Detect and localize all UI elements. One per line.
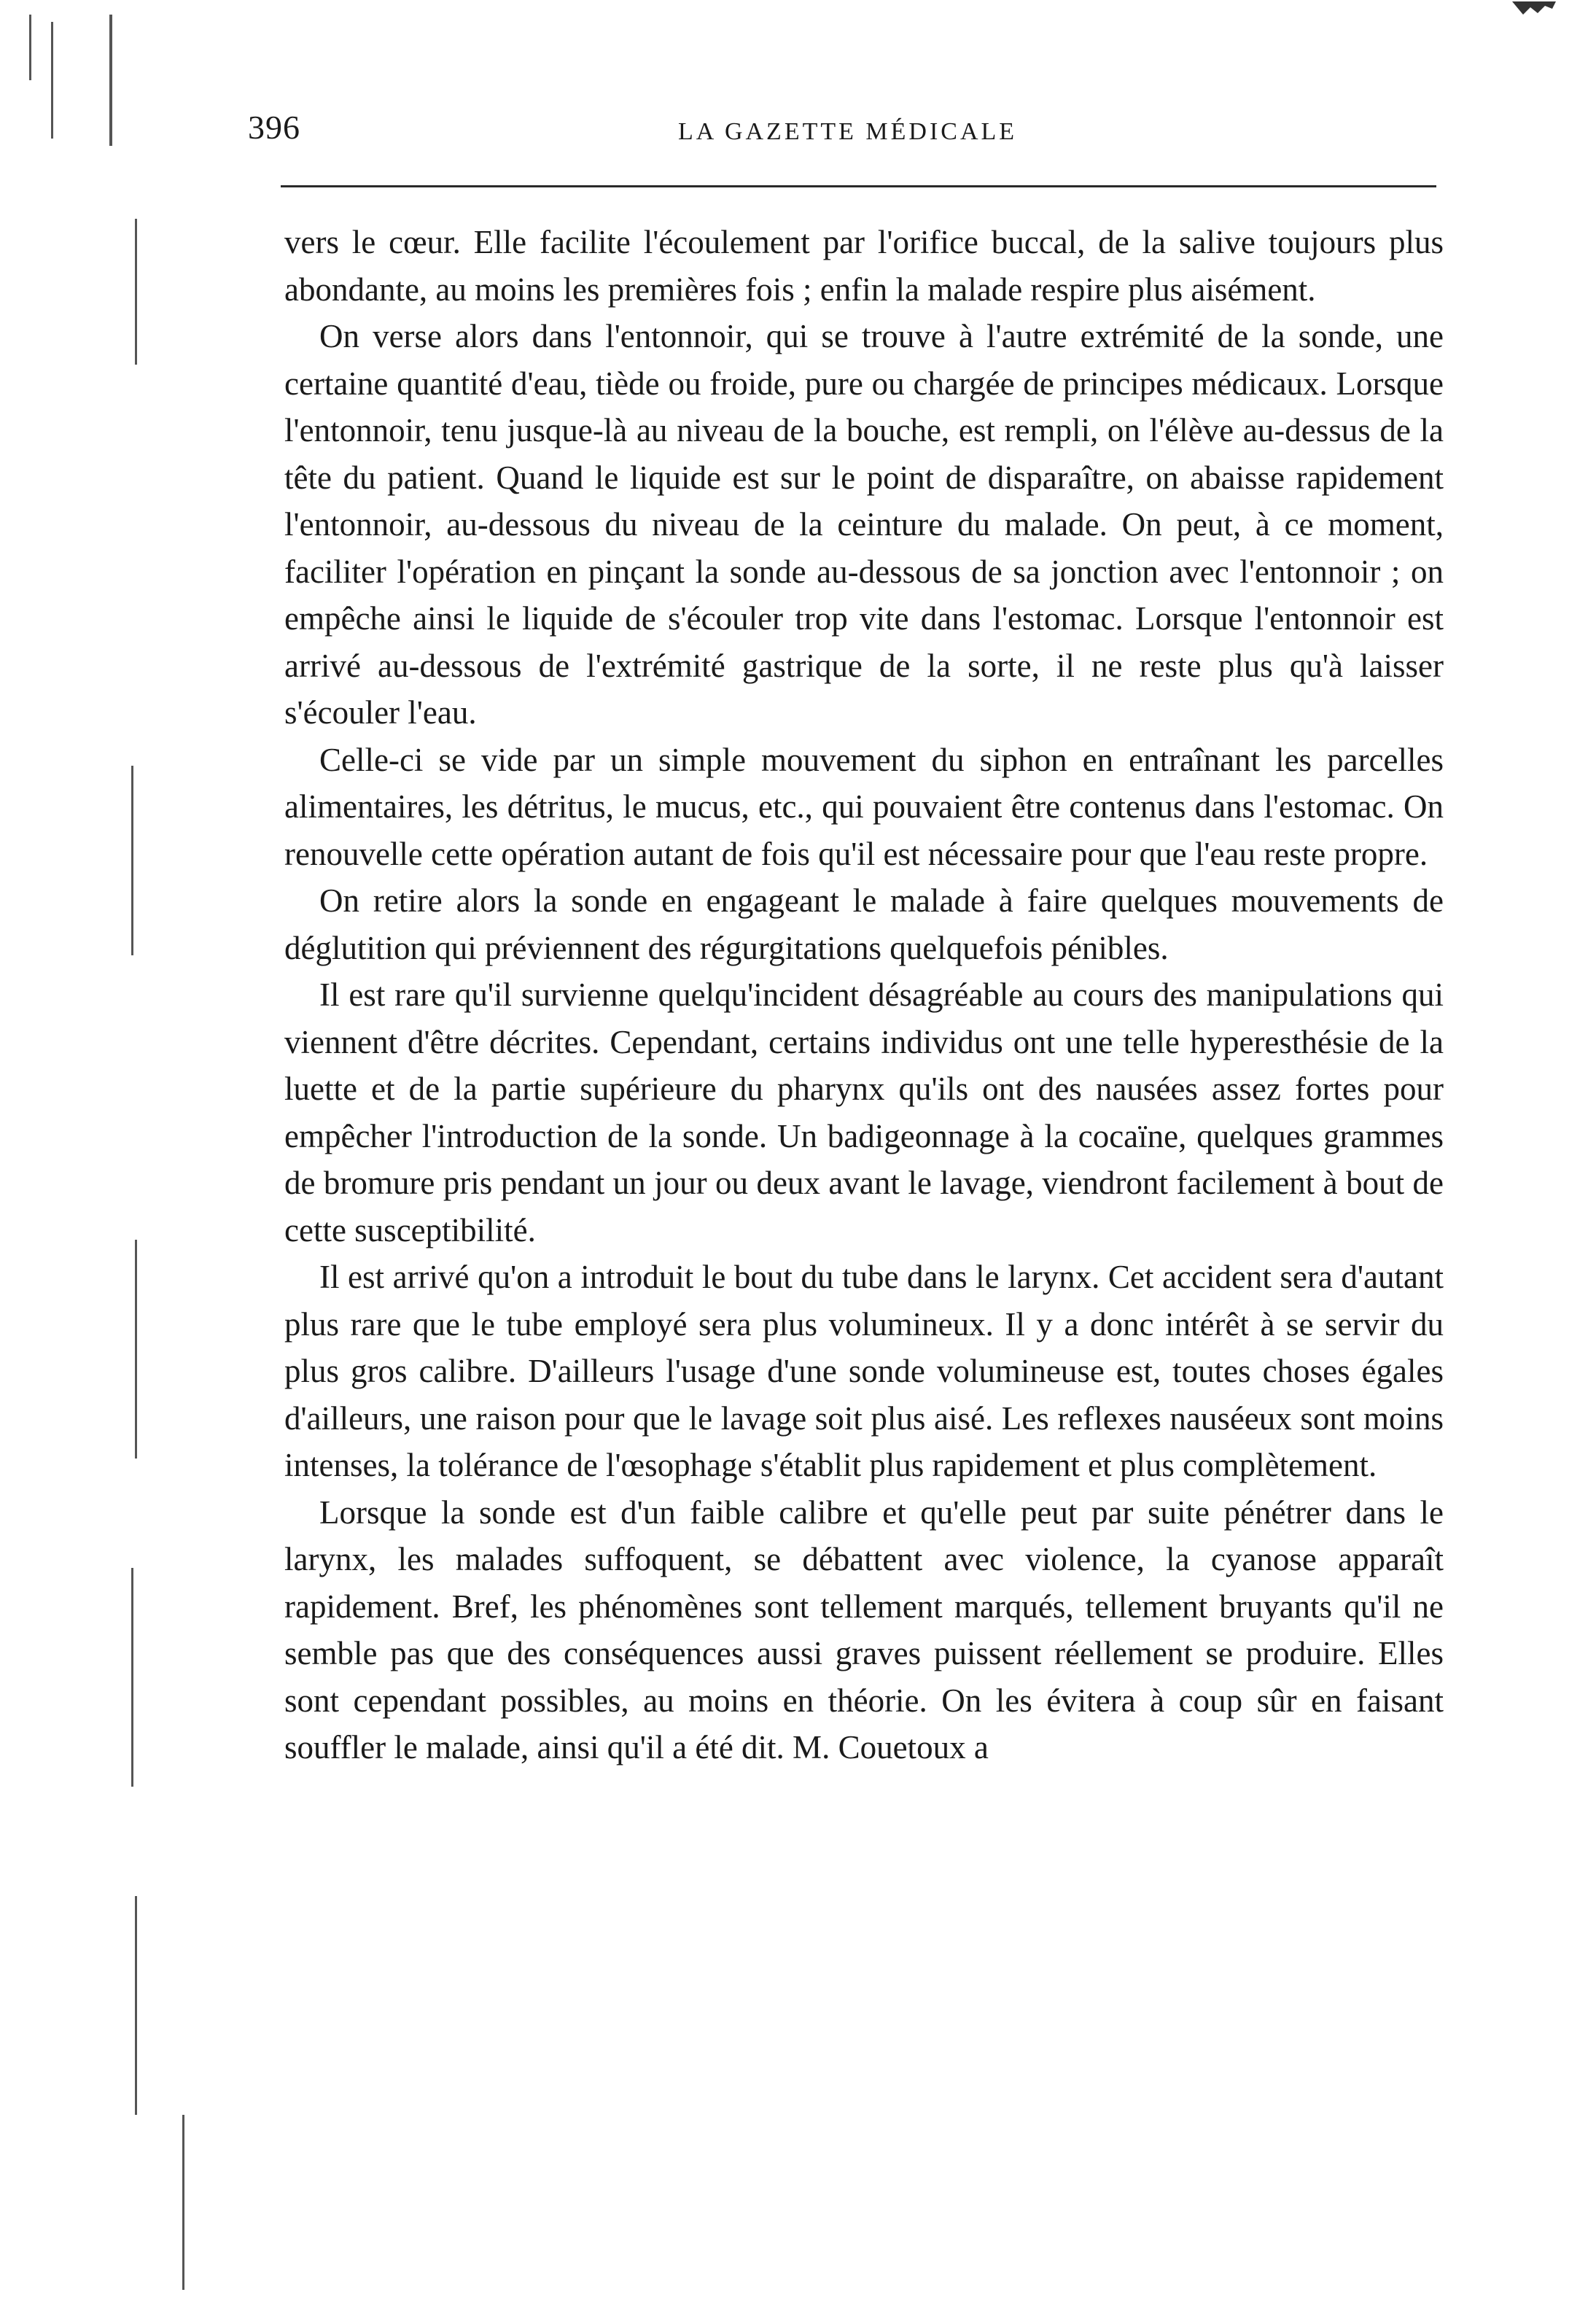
margin-mark (29, 15, 31, 80)
margin-mark (51, 22, 53, 139)
corner-stain (1509, 0, 1560, 22)
paragraph: Il est rare qu'il survienne quelqu'incident désagréable au cours des manipulations qui viennent d'être décrites. Cependant, certains individus ont une telle hyperesthésie de la luette et de la partie supérieure du pharynx qu'ils ont des nausées assez fortes pour empêcher l'introduction de la sonde. Un badigeonnage à la cocaïne, quelques grammes de bromure pris pendant un jour ou deux avant le lavage, viendront facilement à bout de cette susceptibilité. (284, 976, 1444, 1248)
margin-mark (135, 1896, 137, 2115)
header-rule (281, 185, 1436, 187)
paragraph: vers le cœur. Elle facilite l'écoulement par l'orifice buccal, de la salive toujours plus abondante, au moins les premières fois ; enfin la malade respire plus aisément. (284, 224, 1444, 308)
margin-mark (135, 1240, 137, 1459)
margin-mark (135, 219, 137, 365)
margin-mark (131, 1568, 133, 1787)
paragraph: Lorsque la sonde est d'un faible calibre et qu'elle peut par suite pénétrer dans le larynx, les malades suffoquent, se débattent avec violence, la cyanose apparaît rapidement. Bref, les phénomènes sont tellement marqués, tellement bruyants qu'il ne semble pas que des conséquences aussi graves puissent réellement se produire. Elles sont cependant possibles, au moins en théorie. On les évitera à coup sûr en faisant souffler le malade, ainsi qu'il a été dit. M. Couetoux a (284, 1494, 1444, 1766)
body-text (284, 219, 1444, 1771)
running-title: LA GAZETTE MÉDICALE (678, 118, 1018, 145)
paragraph: Celle-ci se vide par un simple mouvement du siphon en entraînant les parcelles alimentaires, les détritus, le mucus, etc., qui pouvaient être contenus dans l'estomac. On renouvelle cette opération autant de fois qu'il est nécessaire pour que l'eau reste propre. (284, 741, 1444, 872)
binding-margin (0, 0, 233, 2311)
margin-mark (131, 766, 133, 955)
margin-mark (182, 2115, 184, 2290)
margin-mark (109, 15, 112, 146)
page-number: 396 (248, 109, 300, 146)
paragraph: On retire alors la sonde en engageant le malade à faire quelques mouvements de déglutition qui préviennent des régurgitations quelquefois pénibles. (284, 882, 1444, 966)
paragraph: On verse alors dans l'entonnoir, qui se trouve à l'autre extrémité de la sonde, une certaine quantité d'eau, tiède ou froide, pure ou chargée de principes médicaux. Lorsque l'entonnoir, tenu jusque-là au niveau de la bouche, est rempli, on l'élève au-dessus de la tête du patient. Quand le liquide est sur le point de disparaître, on abaisse rapidement l'entonnoir, au-dessous du niveau de la ceinture du malade. On peut, à ce moment, faciliter l'opération en pinçant la sonde au-dessous de sa jonction avec l'entonnoir ; on empêche ainsi le liquide de s'écouler trop vite dans l'estomac. Lorsque l'entonnoir est arrivé au-dessous de l'extrémité gastrique de la sorte, il ne reste plus qu'à laisser s'écouler l'eau. (284, 318, 1444, 731)
paragraph: Il est arrivé qu'on a introduit le bout du tube dans le larynx. Cet accident sera d'autant plus rare que le tube employé sera plus volumineux. Il y a donc intérêt à se servir du plus gros calibre. D'ailleurs l'usage d'une sonde volumineuse est, toutes choses égales d'ailleurs, une raison pour que le lavage soit plus aisé. Les reflexes nauséeux sont moins intenses, la tolérance de l'œsophage s'établit plus rapidement et plus complètement. (284, 1259, 1444, 1483)
page-header (248, 102, 1436, 160)
